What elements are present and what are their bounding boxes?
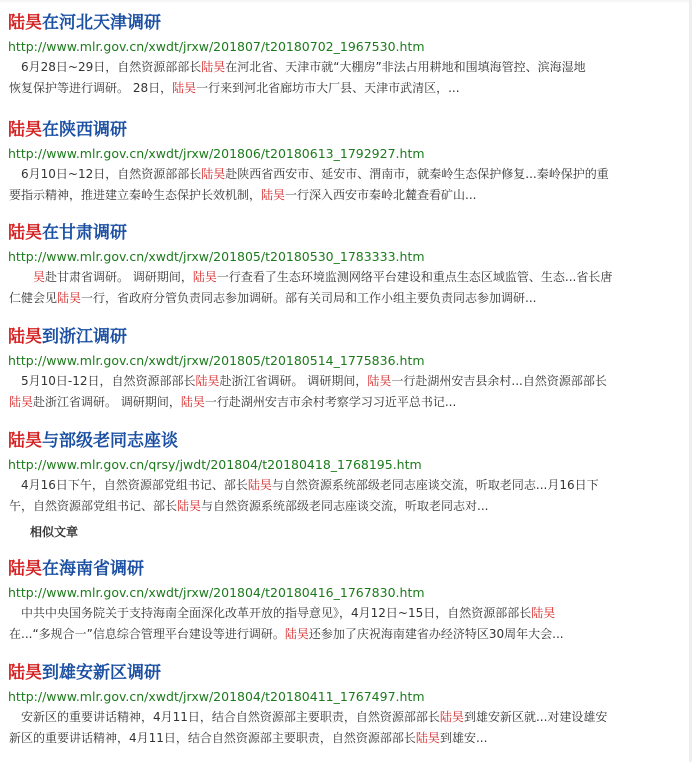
result-title-link[interactable] xyxy=(8,222,127,244)
text-run: 到雄安新区就...对建设雄安 xyxy=(463,710,608,724)
keyword-highlight: 陆昊 xyxy=(201,60,226,74)
keyword-highlight: 陆昊 xyxy=(367,374,392,388)
keyword-highlight: 陆昊 xyxy=(8,120,42,140)
text-run: 一行，省政府分管负责同志参加调研。部有关司局和工作小组主要负责同志参加调研... xyxy=(81,291,537,305)
text-run: 在河北省、天津市就“大棚房”非法占用耕地和围填海管控、滨海湿地 xyxy=(225,60,586,74)
text-run: 在河北天津调研 xyxy=(42,13,161,33)
keyword-highlight: 陆昊 xyxy=(8,559,42,579)
result-title-link[interactable] xyxy=(8,558,144,580)
text-run: 赴甘肃省调研。 调研期间， xyxy=(45,270,193,284)
text-run: 与自然资源系统部级老同志座谈交流，听取老同志...月16日下 xyxy=(271,478,599,492)
text-run: 5月10日-12日，自然资源部部长 xyxy=(9,374,196,388)
text-run: 要指示精神，推进建立秦岭生态保护长效机制， xyxy=(9,188,262,202)
result-url-link[interactable]: http://www.mlr.gov.cn/xwdt/jrxw/201804/t20180416_1767830.htm xyxy=(8,585,425,600)
text-run: 一行赴湖州安吉市余村考察学习习近平总书记... xyxy=(204,395,457,409)
keyword-highlight: 陆昊 xyxy=(8,13,42,33)
text-run: 4月16日下午，自然资源部党组书记、部长 xyxy=(9,478,248,492)
text-run xyxy=(9,270,33,284)
text-run: 在海南省调研 xyxy=(42,559,144,579)
result-snippet xyxy=(9,475,659,517)
result-title-link[interactable] xyxy=(8,430,178,452)
top-edge xyxy=(0,0,692,4)
text-run: 6月28日~29日，自然资源部部长 xyxy=(9,60,202,74)
keyword-highlight: 陆昊 xyxy=(439,710,464,724)
result-title-link[interactable] xyxy=(8,662,161,684)
text-run: 午，自然资源部党组书记、部长 xyxy=(9,499,178,513)
similar-articles-link[interactable]: 相似文章 xyxy=(30,525,79,539)
result-url-link[interactable]: http://www.mlr.gov.cn/xwdt/jrxw/201805/t20180514_1775836.htm xyxy=(8,353,425,368)
result-snippet xyxy=(9,707,659,749)
keyword-highlight: 陆昊 xyxy=(8,431,42,451)
text-run: 在...“多规合一”信息综合管理平台建设等进行调研。 xyxy=(9,627,285,641)
snippet-line xyxy=(9,603,659,624)
text-run: 一行查看了生态环境监测网络平台建设和重点生态区域监管、生态...省长唐 xyxy=(216,270,613,284)
text-run: 中共中央国务院关于支持海南全面深化改革开放的指导意见》，4月12日~15日，自然资源部部长 xyxy=(9,606,532,620)
result-title-link[interactable] xyxy=(8,119,127,141)
snippet-line xyxy=(9,185,659,206)
result-url-link[interactable]: http://www.mlr.gov.cn/xwdt/jrxw/201806/t20180613_1792927.htm xyxy=(8,146,425,161)
snippet-line xyxy=(9,707,659,728)
text-run: 赴陕西省西安市、延安市、渭南市，就秦岭生态保护修复...秦岭保护的重 xyxy=(225,167,609,181)
text-run: 仁健会见 xyxy=(9,291,58,305)
text-run: 新区的重要讲话精神，4月11日，结合自然资源部主要职责，自然资源部部长 xyxy=(9,731,416,745)
keyword-highlight: 陆昊 xyxy=(247,478,272,492)
keyword-highlight: 陆昊 xyxy=(172,81,197,95)
keyword-highlight: 昊 xyxy=(33,270,46,284)
snippet-line xyxy=(9,392,659,413)
text-run: 到雄安新区调研 xyxy=(42,663,161,683)
snippet-line xyxy=(9,496,659,517)
text-run: 在陕西调研 xyxy=(42,120,127,140)
snippet-line xyxy=(9,267,659,288)
snippet-line xyxy=(9,371,659,392)
snippet-line xyxy=(9,57,659,78)
text-run: 一行赴湖州安吉县余村...自然资源部部长 xyxy=(391,374,607,388)
snippet-line xyxy=(9,728,659,749)
result-snippet xyxy=(9,267,659,309)
snippet-line xyxy=(9,164,659,185)
text-run: 一行深入西安市秦岭北麓查看矿山... xyxy=(285,188,477,202)
snippet-line xyxy=(9,624,659,645)
text-run: 还参加了庆祝海南建省办经济特区30周年大会... xyxy=(308,627,564,641)
keyword-highlight: 陆昊 xyxy=(177,499,202,513)
keyword-highlight: 陆昊 xyxy=(9,395,34,409)
text-run: 与自然资源系统部级老同志座谈交流，听取老同志对... xyxy=(201,499,489,513)
snippet-line xyxy=(9,288,659,309)
text-run: 一行来到河北省廊坊市大厂县、天津市武清区，... xyxy=(196,81,460,95)
result-url-link[interactable]: http://www.mlr.gov.cn/xwdt/jrxw/201804/t20180411_1767497.htm xyxy=(8,689,425,704)
text-run: 赴浙江省调研。 调研期间， xyxy=(33,395,181,409)
result-title-link[interactable] xyxy=(8,326,127,348)
keyword-highlight: 陆昊 xyxy=(8,663,42,683)
text-run: 在甘肃调研 xyxy=(42,223,127,243)
keyword-highlight: 陆昊 xyxy=(415,731,440,745)
keyword-highlight: 陆昊 xyxy=(192,270,217,284)
snippet-line xyxy=(9,475,659,496)
keyword-highlight: 陆昊 xyxy=(284,627,309,641)
result-url-link[interactable]: http://www.mlr.gov.cn/xwdt/jrxw/201807/t20180702_1967530.htm xyxy=(8,39,425,54)
snippet-line xyxy=(9,78,659,99)
result-snippet xyxy=(9,603,659,645)
text-run: 赴浙江省调研。 调研期间， xyxy=(219,374,368,388)
text-run: 安新区的重要讲话精神，4月11日，结合自然资源部主要职责，自然资源部部长 xyxy=(9,710,440,724)
text-run: 恢复保护等进行调研。 28日， xyxy=(9,81,173,95)
keyword-highlight: 陆昊 xyxy=(261,188,286,202)
result-snippet xyxy=(9,57,659,99)
keyword-highlight: 陆昊 xyxy=(8,223,42,243)
text-run: 6月10日~12日，自然资源部部长 xyxy=(9,167,202,181)
result-snippet xyxy=(9,164,659,206)
keyword-highlight: 陆昊 xyxy=(531,606,556,620)
text-run: 到浙江调研 xyxy=(42,327,127,347)
result-title-link[interactable] xyxy=(8,12,161,34)
text-run: 与部级老同志座谈 xyxy=(42,431,178,451)
keyword-highlight: 陆昊 xyxy=(57,291,82,305)
keyword-highlight: 陆昊 xyxy=(8,327,42,347)
result-snippet xyxy=(9,371,659,413)
keyword-highlight: 陆昊 xyxy=(201,167,226,181)
result-url-link[interactable]: http://www.mlr.gov.cn/qrsy/jwdt/201804/t20180418_1768195.htm xyxy=(8,457,422,472)
text-run: 到雄安... xyxy=(439,731,488,745)
keyword-highlight: 陆昊 xyxy=(180,395,205,409)
result-url-link[interactable]: http://www.mlr.gov.cn/xwdt/jrxw/201805/t20180530_1783333.htm xyxy=(8,249,425,264)
keyword-highlight: 陆昊 xyxy=(195,374,220,388)
